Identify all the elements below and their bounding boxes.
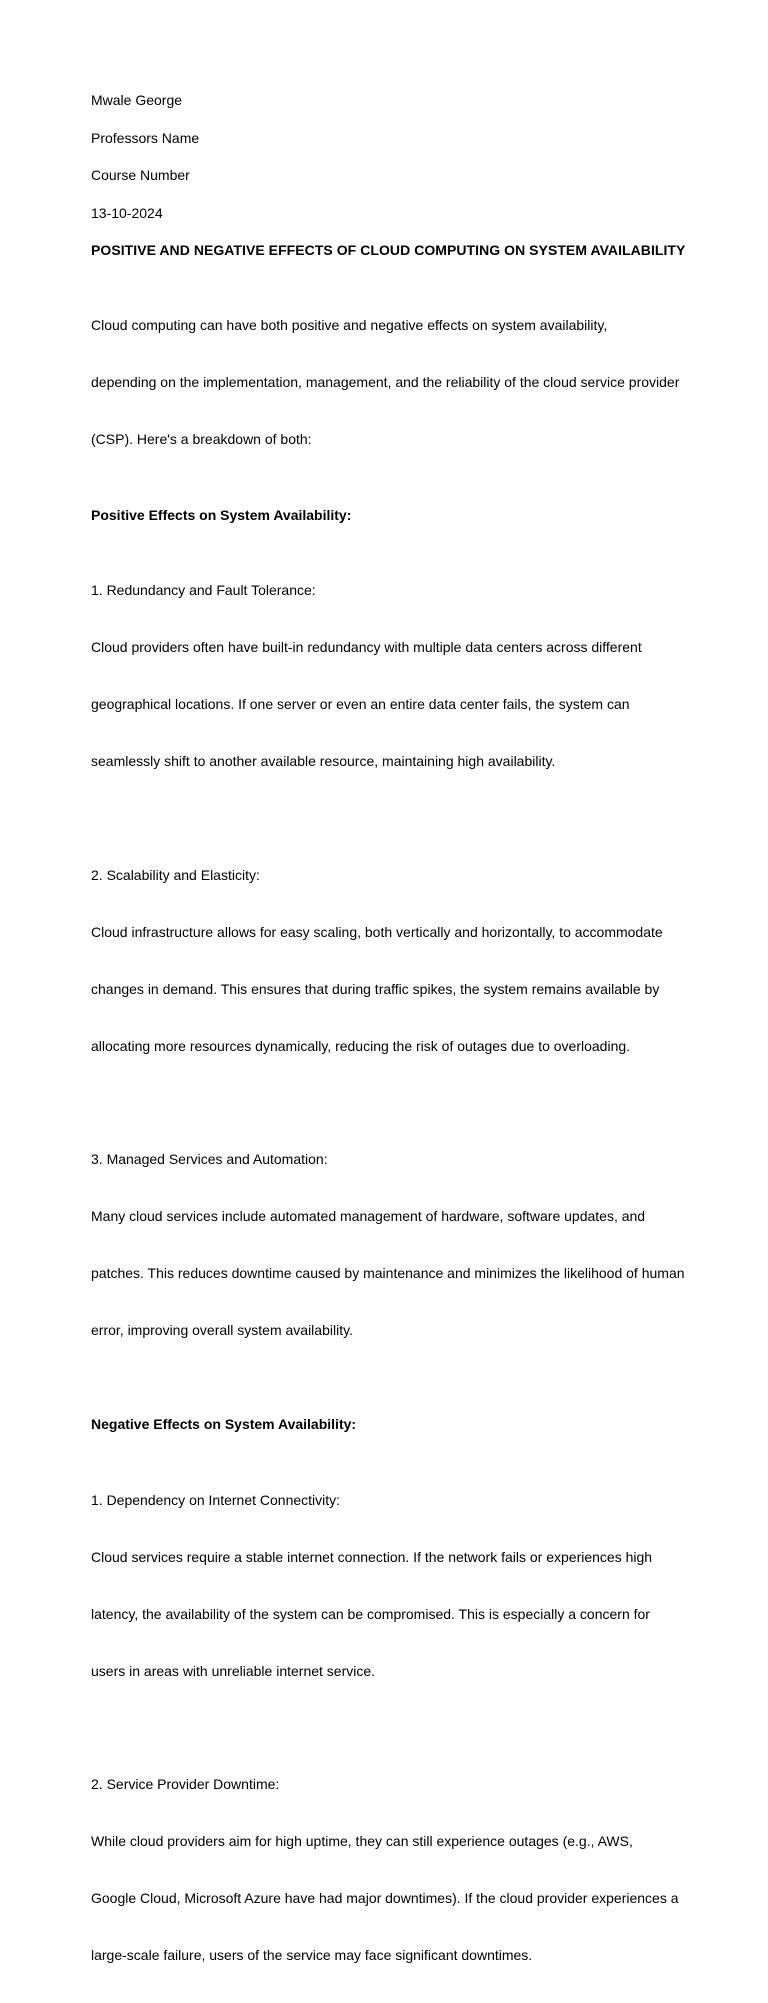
item-line: Google Cloud, Microsoft Azure have had major downtimes). If the cloud provider experiences a xyxy=(91,1890,679,1906)
item-title: 1. Dependency on Internet Connectivity: xyxy=(91,1491,341,1508)
item-line: changes in demand. This ensures that during traffic spikes, the system remains available by xyxy=(91,980,660,997)
item-line: seamlessly shift to another available resource, maintaining high availability. xyxy=(91,753,556,769)
item-line: users in areas with unreliable internet service. xyxy=(91,1662,376,1679)
intro-line: (CSP). Here's a breakdown of both: xyxy=(91,431,312,447)
item-title: 3. Managed Services and Automation: xyxy=(91,1151,328,1167)
positive-effects-heading: Positive Effects on System Availability: xyxy=(91,506,352,523)
item-title: 2. Scalability and Elasticity: xyxy=(91,866,260,883)
item-line: allocating more resources dynamically, reducing the risk of outages due to overloading. xyxy=(91,1037,631,1054)
item-line: latency, the availability of the system can be compromised. This is especially a concern for xyxy=(91,1605,650,1622)
item-line: patches. This reduces downtime caused by maintenance and minimizes the likelihood of human xyxy=(91,1265,685,1281)
intro-line: Cloud computing can have both positive and negative effects on system availability, xyxy=(91,317,608,333)
item-line: error, improving overall system availability. xyxy=(91,1322,353,1338)
document-date: 13-10-2024 xyxy=(91,204,163,221)
intro-paragraph xyxy=(91,278,681,487)
positive-item-redundancy xyxy=(91,543,681,809)
item-line: Cloud providers often have built-in redundancy with multiple data centers across different xyxy=(91,639,642,655)
item-line: While cloud providers aim for high uptime, they can still experience outages (e.g., AWS, xyxy=(91,1833,633,1849)
item-line: Cloud services require a stable internet connection. If the network fails or experiences high xyxy=(91,1548,653,1565)
item-title: 1. Redundancy and Fault Tolerance: xyxy=(91,582,316,598)
item-line: Many cloud services include automated management of hardware, software updates, and xyxy=(91,1208,646,1224)
positive-item-managed-services xyxy=(91,1112,685,1378)
item-line: Cloud infrastructure allows for easy scaling, both vertically and horizontally, to accommodate xyxy=(91,923,663,940)
author-name: Mwale George xyxy=(91,92,183,108)
item-title: 2. Service Provider Downtime: xyxy=(91,1776,280,1792)
negative-item-internet xyxy=(91,1453,681,1719)
item-line: geographical locations. If one server or even an entire data center fails, the system can xyxy=(91,696,630,712)
intro-line: depending on the implementation, management, and the reliability of the cloud service provider xyxy=(91,374,680,390)
document-title: POSITIVE AND NEGATIVE EFFECTS OF CLOUD COMPUTING ON SYSTEM AVAILABILITY xyxy=(91,242,686,258)
course-number: Course Number xyxy=(91,167,190,183)
negative-effects-heading: Negative Effects on System Availability: xyxy=(91,1416,357,1432)
positive-item-scalability xyxy=(91,828,681,1094)
document-page xyxy=(91,91,686,2003)
negative-item-provider-downtime xyxy=(91,1737,681,2003)
item-line: large-scale failure, users of the service may face significant downtimes. xyxy=(91,1947,533,1963)
professor-name: Professors Name xyxy=(91,129,200,146)
